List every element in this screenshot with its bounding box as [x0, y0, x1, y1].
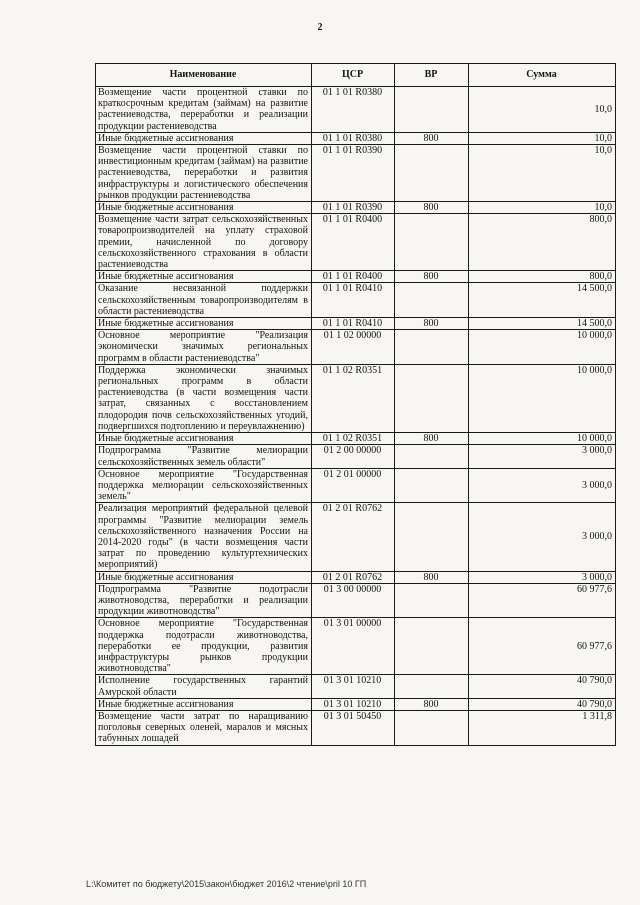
table-row [96, 433, 616, 445]
row-sum: 800,0 [469, 214, 616, 271]
row-sum: 14 500,0 [469, 318, 616, 330]
header-name: Наименование [96, 64, 312, 87]
row-name: Иные бюджетные ассигнования [96, 132, 312, 144]
row-vr: 800 [395, 271, 469, 283]
row-csr: 01 1 01 R0380 [312, 87, 395, 133]
row-name: Иные бюджетные ассигнования [96, 433, 312, 445]
row-vr [395, 364, 469, 432]
row-name: Возмещение части затрат сельскохозяйственных товаропроизводителей на уплату страховой премии, начисленной по договору сельскохозяйственного страхования в области растениеводства [96, 214, 312, 271]
table-row [96, 571, 616, 583]
table-body [96, 87, 616, 746]
table-row [96, 283, 616, 318]
row-vr: 800 [395, 698, 469, 710]
row-name: Возмещение части процентной ставки по инвестиционным кредитам (займам) на развитие растениеводства, переработки и развития инфраструктуры и логистического обеспечения рынков продукции растениеводства [96, 145, 312, 202]
row-csr: 01 3 01 00000 [312, 618, 395, 675]
table-row [96, 618, 616, 675]
header-csr: ЦСР [312, 64, 395, 87]
row-sum: 3 000,0 [469, 571, 616, 583]
row-name: Подпрограмма "Развитие подотрасли животноводства, переработки и реализации продукции животноводства" [96, 583, 312, 618]
row-csr: 01 3 01 10210 [312, 675, 395, 698]
row-vr [395, 618, 469, 675]
table-row [96, 330, 616, 365]
row-vr: 800 [395, 433, 469, 445]
row-vr [395, 214, 469, 271]
row-vr: 800 [395, 132, 469, 144]
row-sum: 10 000,0 [469, 433, 616, 445]
table-header-row [96, 64, 616, 87]
row-sum: 3 000,0 [469, 468, 616, 503]
row-csr: 01 3 00 00000 [312, 583, 395, 618]
row-csr: 01 1 01 R0380 [312, 132, 395, 144]
row-sum: 3 000,0 [469, 445, 616, 468]
page-number: 2 [317, 22, 323, 33]
table-row [96, 698, 616, 710]
row-name: Иные бюджетные ассигнования [96, 318, 312, 330]
row-name: Возмещение части затрат по наращиванию поголовья северных оленей, маралов и мясных табунных лошадей [96, 710, 312, 745]
table-row [96, 710, 616, 745]
row-csr: 01 1 02 00000 [312, 330, 395, 365]
row-name: Основное мероприятие "Государственная поддержка подотрасли животноводства, переработки ее продукции, развития инфраструктуры рынков продукции животноводства" [96, 618, 312, 675]
row-vr [395, 87, 469, 133]
row-name: Подпрограмма "Развитие мелиорации сельскохозяйственных земель области" [96, 445, 312, 468]
row-csr: 01 1 01 R0410 [312, 283, 395, 318]
row-name: Исполнение государственных гарантий Амурской области [96, 675, 312, 698]
row-name: Иные бюджетные ассигнования [96, 571, 312, 583]
row-vr [395, 710, 469, 745]
row-sum: 10 000,0 [469, 330, 616, 365]
header-sum: Сумма [469, 64, 616, 87]
row-sum: 10,0 [469, 202, 616, 214]
table-row [96, 675, 616, 698]
row-csr: 01 1 02 R0351 [312, 364, 395, 432]
row-vr [395, 468, 469, 503]
row-csr: 01 3 01 10210 [312, 698, 395, 710]
row-name: Реализация мероприятий федеральной целевой программы "Развитие мелиорации земель сельскохозяйственного назначения России на 2014-2020 годы" (в части возмещения части затрат по проведению культуртехнических мероприятий) [96, 503, 312, 571]
row-name: Поддержка экономически значимых региональных программ в области растениеводства (в части возмещения части затрат, связанных с восстановлением плодородия почв сельскохозяйственных угодий, подвергшихся подтоплению и переувлажнению) [96, 364, 312, 432]
budget-table [95, 63, 616, 746]
row-name: Иные бюджетные ассигнования [96, 202, 312, 214]
row-sum: 40 790,0 [469, 675, 616, 698]
row-sum: 10 000,0 [469, 364, 616, 432]
table-row [96, 468, 616, 503]
row-csr: 01 1 01 R0390 [312, 145, 395, 202]
row-vr [395, 283, 469, 318]
row-csr: 01 3 01 50450 [312, 710, 395, 745]
row-sum: 60 977,6 [469, 583, 616, 618]
row-vr [395, 675, 469, 698]
table-row [96, 445, 616, 468]
table-row [96, 132, 616, 144]
table-row [96, 271, 616, 283]
row-name: Основное мероприятие "Государственная поддержка мелиорации сельскохозяйственных земель" [96, 468, 312, 503]
table-row [96, 503, 616, 571]
row-csr: 01 1 02 R0351 [312, 433, 395, 445]
row-sum: 10,0 [469, 145, 616, 202]
row-csr: 01 1 01 R0400 [312, 214, 395, 271]
row-sum: 40 790,0 [469, 698, 616, 710]
row-vr [395, 330, 469, 365]
row-csr: 01 2 01 R0762 [312, 503, 395, 571]
row-csr: 01 1 01 R0410 [312, 318, 395, 330]
row-sum: 10,0 [469, 132, 616, 144]
table-row [96, 583, 616, 618]
table-row [96, 145, 616, 202]
table-row [96, 214, 616, 271]
row-csr: 01 2 01 00000 [312, 468, 395, 503]
table-row [96, 202, 616, 214]
row-name: Возмещение части процентной ставки по краткосрочным кредитам (займам) на развитие растениеводства, переработки и реализации продукции растениеводства [96, 87, 312, 133]
table-row [96, 364, 616, 432]
row-name: Иные бюджетные ассигнования [96, 271, 312, 283]
row-vr [395, 445, 469, 468]
table-row [96, 87, 616, 133]
row-vr [395, 145, 469, 202]
row-sum: 1 311,8 [469, 710, 616, 745]
row-csr: 01 2 00 00000 [312, 445, 395, 468]
row-sum: 60 977,6 [469, 618, 616, 675]
row-sum: 10,0 [469, 87, 616, 133]
header-vr: ВР [395, 64, 469, 87]
row-name: Оказание несвязанной поддержки сельскохозяйственным товаропроизводителям в области растениеводства [96, 283, 312, 318]
row-vr [395, 583, 469, 618]
file-path-footer: L:\Комитет по бюджету\2015\закон\бюджет 2016\2 чтение\pril 10 ГП [86, 879, 367, 889]
row-name: Основное мероприятие "Реализация экономически значимых региональных программ в области растениеводства" [96, 330, 312, 365]
row-csr: 01 1 01 R0400 [312, 271, 395, 283]
row-vr: 800 [395, 202, 469, 214]
row-csr: 01 1 01 R0390 [312, 202, 395, 214]
row-vr: 800 [395, 318, 469, 330]
row-csr: 01 2 01 R0762 [312, 571, 395, 583]
row-vr [395, 503, 469, 571]
row-vr: 800 [395, 571, 469, 583]
row-name: Иные бюджетные ассигнования [96, 698, 312, 710]
row-sum: 800,0 [469, 271, 616, 283]
row-sum: 14 500,0 [469, 283, 616, 318]
table-row [96, 318, 616, 330]
row-sum: 3 000,0 [469, 503, 616, 571]
